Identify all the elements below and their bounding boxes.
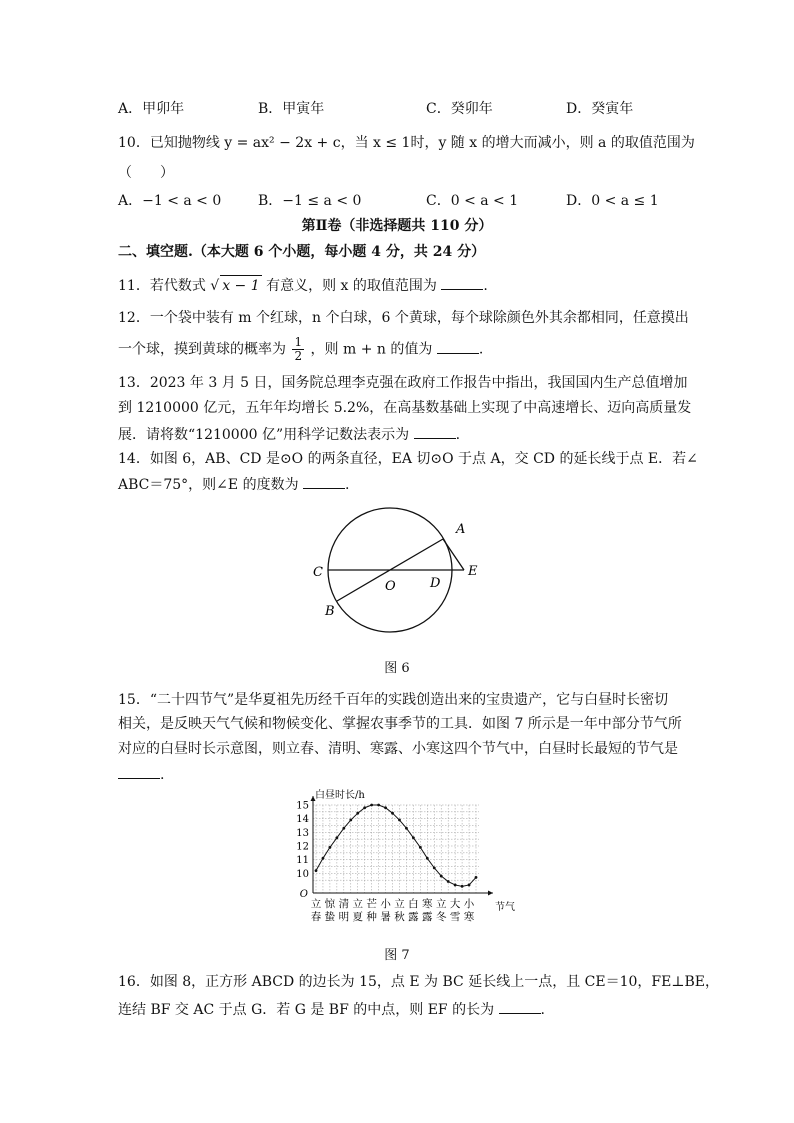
answer-blank[interactable] [414, 424, 456, 439]
fraction-one-half [292, 336, 304, 363]
x-category-label-bottom: 寒 [463, 911, 475, 923]
fraction-numerator: 1 [294, 335, 303, 349]
q10-option-c: C．0 < a < 1 [426, 193, 519, 209]
q11-end: . [483, 278, 488, 294]
x-category-label-top: 白 [408, 898, 419, 910]
data-point [370, 804, 373, 807]
x-axis-arrow [488, 891, 493, 896]
chart-labels [296, 788, 515, 923]
q15-line1: 15．“二十四节气”是华夏祖先历经千百年的实践创造出来的宝贵遗产，它与白昼时长密切 [118, 692, 669, 708]
x-category-label-bottom: 露 [408, 911, 419, 923]
answer-blank[interactable] [441, 275, 483, 290]
figure-6-caption: 图 6 [384, 661, 410, 676]
tangent-ea [443, 539, 464, 570]
q15-line3: 对应的白昼时长示意图，则立春、清明、寒露、小寒这四个节气中，白昼时长最短的节气是 [118, 741, 678, 757]
q14-line2 [118, 474, 350, 495]
q16-line2 [118, 999, 545, 1020]
data-point [363, 806, 366, 809]
q14-line2-text: ABC＝75°，则∠E 的度数为 [118, 477, 299, 493]
data-point [398, 819, 401, 822]
data-point [461, 885, 464, 888]
figure-6-diagram [300, 500, 500, 645]
q13-line3-text: 展．请将数“1210000 亿”用科学记数法表示为 [118, 427, 410, 443]
x-category-label-bottom: 夏 [352, 911, 363, 923]
data-point [377, 804, 380, 807]
fraction-denominator: 2 [294, 349, 303, 363]
q16-line1: 16．如图 8，正方形 ABCD 的边长为 15，点 E 为 BC 延长线上一点，且 CE＝10，FE⊥BE， [118, 974, 720, 990]
x-category-label-top: 惊 [324, 898, 336, 910]
q11-after: 有意义，则 x 的取值范围为 [266, 278, 437, 294]
point-e-label: E [468, 564, 478, 579]
x-category-label-bottom: 暑 [380, 911, 391, 923]
x-category-label-top: 大 [449, 898, 461, 910]
data-point [440, 875, 443, 878]
part2-title: 第Ⅱ卷（非选择题共 110 分） [301, 218, 493, 234]
q10-option-d: D．0 < a ≤ 1 [566, 193, 659, 209]
x-category-label-bottom: 露 [422, 911, 433, 923]
q13-end: . [455, 427, 461, 443]
x-category-label-top: 立 [352, 898, 363, 910]
chart-series [315, 804, 478, 888]
data-point [342, 827, 345, 830]
chart-grid [313, 805, 479, 893]
answer-blank[interactable] [437, 339, 479, 354]
x-axis-label: 节气 [495, 902, 515, 913]
sqrt-symbol: √ [210, 278, 220, 294]
answer-blank[interactable] [499, 999, 541, 1014]
daylight-curve [316, 805, 476, 886]
data-point [329, 846, 332, 849]
q11-radicand: x − 1 [220, 275, 261, 296]
q15-end: . [160, 767, 165, 783]
point-o-label: O [385, 579, 396, 594]
q10-option-b: B．−1 ≤ a < 0 [258, 193, 362, 209]
x-category-label-bottom: 秋 [394, 911, 405, 923]
figure-7-chart [285, 788, 515, 928]
x-category-label-bottom: 蛰 [324, 911, 336, 923]
q12-end: . [478, 341, 484, 358]
x-category-label-top: 清 [338, 898, 350, 910]
x-category-label-top: 小 [463, 898, 475, 910]
x-category-label-top: 立 [394, 898, 405, 910]
x-category-label-bottom: 春 [310, 911, 322, 923]
data-point [454, 884, 457, 887]
data-point [468, 884, 471, 887]
data-point [315, 869, 318, 872]
q9-option-a: A．甲卯年 [118, 101, 185, 117]
x-category-label-top: 寒 [422, 898, 433, 910]
answer-blank[interactable] [118, 764, 160, 779]
q9-option-d: D．癸寅年 [566, 101, 634, 117]
data-point [426, 857, 429, 860]
origin-label: O [299, 889, 308, 900]
q13-line2: 到 1210000 亿元，五年年均增长 5.2%，在高基数基础上实现了中高速增长、迈向高质量发 [118, 400, 692, 416]
y-tick-label: 12 [296, 841, 309, 853]
data-point [419, 846, 422, 849]
data-point [412, 836, 415, 839]
data-point [405, 827, 408, 830]
figure-7-caption: 图 7 [384, 948, 410, 963]
q13-line3 [118, 424, 460, 445]
x-category-label-bottom: 冬 [435, 911, 447, 923]
q11-before: 11．若代数式 [118, 278, 206, 294]
point-c-label: C [313, 565, 323, 580]
q10-option-a: A．−1 < a < 0 [118, 193, 222, 209]
x-category-label-bottom: 明 [338, 911, 350, 923]
data-point [433, 866, 436, 869]
q9-option-c: C．癸卯年 [426, 101, 493, 117]
q10-stem: 10．已知抛物线 y = ax² − 2x + c，当 x ≤ 1时，y 随 x 的增大而减小，则 a 的取值范围为 [118, 135, 695, 151]
q12-line2 [118, 336, 483, 363]
y-axis-label: 白昼时长/h [315, 790, 365, 801]
q12-after: ，则 m + n 的值为 [310, 341, 433, 358]
q13-line1: 13．2023 年 3 月 5 日，国务院总理李克强在政府工作报告中指出，我国国内生产总值增加 [118, 375, 688, 391]
q10-paren: （ ） [118, 165, 174, 181]
q14-line1: 14．如图 6，AB、CD 是⊙O 的两条直径，EA 切⊙O 于点 A，交 CD 的延长线于点 E．若∠ [118, 451, 698, 467]
q9-option-b: B．甲寅年 [258, 101, 325, 117]
x-category-label-top: 立 [310, 898, 322, 910]
point-d-label: D [430, 576, 441, 591]
y-tick-label: 13 [296, 827, 309, 839]
q15-line4 [118, 764, 164, 785]
section2-heading: 二、填空题.（本大题 6 个小题，每小题 4 分，共 24 分） [118, 244, 486, 260]
q11 [118, 275, 488, 296]
q12-line1: 12．一个袋中装有 m 个红球，n 个白球，6 个黄球，每个球除颜色外其余都相同，任意摸出 [118, 310, 689, 326]
x-category-label-top: 小 [380, 898, 391, 910]
data-point [349, 819, 352, 822]
q12-before: 一个球，摸到黄球的概率为 [118, 341, 286, 358]
x-category-label-bottom: 种 [366, 911, 377, 923]
y-tick-label: 11 [296, 855, 309, 867]
data-point [356, 812, 359, 815]
data-point [384, 806, 387, 809]
y-tick-label: 10 [296, 868, 309, 880]
y-tick-label: 15 [296, 800, 309, 812]
x-category-label-top: 芒 [366, 898, 377, 910]
x-category-label-top: 立 [435, 898, 447, 910]
data-point [391, 812, 394, 815]
q14-end: . [345, 477, 350, 493]
y-tick-label: 14 [296, 814, 309, 826]
q16-end: . [540, 1002, 545, 1018]
data-point [447, 880, 450, 883]
point-b-label: B [325, 604, 335, 619]
answer-blank[interactable] [303, 474, 345, 489]
data-point [335, 836, 338, 839]
x-category-label-bottom: 雪 [449, 911, 461, 923]
data-point [475, 876, 478, 879]
data-point [322, 857, 325, 860]
point-a-label: A [456, 522, 466, 537]
q15-line2: 相关，是反映天气气候和物候变化、掌握农事季节的工具．如图 7 所示是一年中部分节气所 [118, 716, 682, 732]
q16-line2-text: 连结 BF 交 AC 于点 G．若 G 是 BF 的中点，则 EF 的长为 [118, 1002, 495, 1018]
